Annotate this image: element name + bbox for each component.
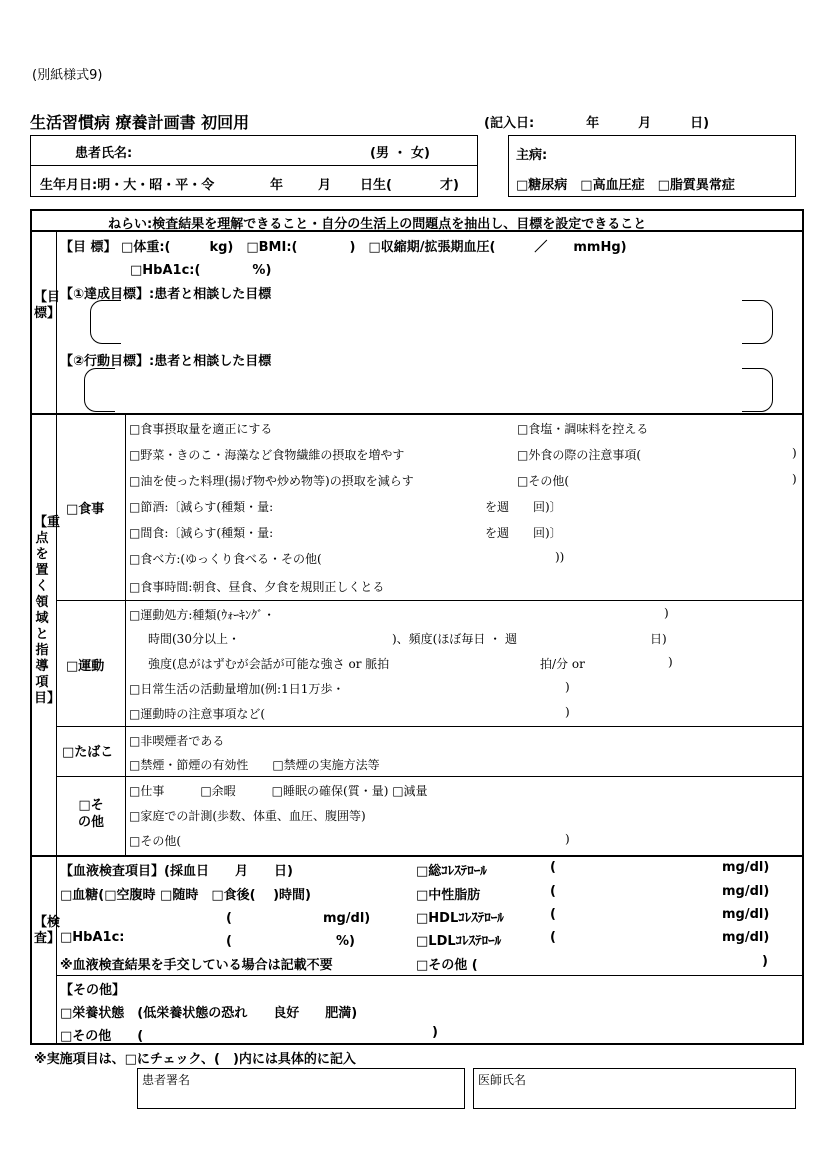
exercise-item[interactable]: 強度(息がはずむが会話が可能な強さ or 脈拍 [148,657,390,671]
tobacco-item[interactable]: □非喫煙者である [129,734,225,748]
other-item[interactable]: □家庭での計測(歩数、体重、血圧、腹囲等) [129,809,366,823]
other-item[interactable]: □その他( [129,834,182,848]
close-paren: ) [792,446,797,460]
patient-signature-label: 患者署名 [142,1073,191,1087]
exam-side-label: 【検査】 [34,915,61,946]
diet-right-item[interactable]: □その他( [517,474,570,488]
birth-era-label[interactable]: 生年月日:明・大・昭・平・令 [40,178,215,193]
aim-text: ねらい:検査結果を理解できること・自分の生活上の問題点を抽出し、目標を設定できること [108,217,647,232]
lipid-paren: ( [550,884,556,899]
close-paren: ) [762,954,768,969]
birth-year: 年 [270,178,284,193]
close-paren: ) [792,472,797,486]
hba1c-value[interactable]: ( %) [226,934,355,949]
goal-2-input[interactable] [114,372,740,408]
close-paren: ) [432,1025,438,1040]
diet-right-item[interactable]: □食塩・調味料を控える [517,422,649,436]
lipid-unit: mg/dl) [722,930,770,945]
diet-item[interactable]: □食べ方:(ゆっくり食べる・その他( [129,552,322,566]
doctor-name-field[interactable] [473,1068,796,1109]
lipid-item[interactable]: □LDLｺﾚｽﾃﾛｰﾙ [416,934,502,949]
lipid-unit: mg/dl) [722,860,770,875]
age-label: 才) [440,178,459,193]
form-number: (別紙様式9) [32,68,103,83]
entry-date[interactable]: (記入日: 年 月 日) [484,116,710,131]
lipid-paren: ( [550,907,556,922]
patient-name-label[interactable]: 患者氏名: [75,146,133,161]
patient-signature-field[interactable] [137,1068,465,1109]
goal-1-input[interactable] [120,304,740,340]
pulse-unit: 拍/分 or [540,657,585,671]
per-week: を週 回)〕 [485,526,562,540]
close-paren: ) [668,655,673,669]
lipid-paren: ( [550,860,556,875]
goals-side-label: 【目標】 [34,290,61,321]
disease-label: 主病: [516,148,548,163]
close-paren: ) [565,705,570,719]
diet-right-item[interactable]: □外食の際の注意事項( [517,448,642,462]
glucose-item[interactable]: □血糖(□空腹時 □随時 □食後( )時間) [60,888,311,903]
birth-day: 日生( [360,178,392,193]
blood-test-header[interactable]: 【血液検査項目】(採血日 月 日) [60,864,293,879]
goal-achievement-label: 【①達成目標】:患者と相談した目標 [60,287,272,302]
tobacco-item[interactable]: □禁煙・節煙の有効性 □禁煙の実施方法等 [129,758,380,772]
diet-item[interactable]: □食事時間:朝食、昼食、夕食を規則正しくとる [129,580,385,594]
exercise-item[interactable]: □日常生活の活動量増加(例:1日1万歩・ [129,682,345,696]
tobacco-checkbox[interactable]: □たばこ [62,745,114,760]
close-paren: )) [555,550,565,564]
exercise-day-close: 日) [650,632,667,646]
diet-item[interactable]: □油を使った料理(揚げ物や炒め物等)の摂取を減らす [129,474,414,488]
exam-other-item[interactable]: □その他 ( [60,1029,144,1044]
per-week: を週 回)〕 [485,500,562,514]
lipid-unit: mg/dl) [722,884,770,899]
page-title: 生活習慣病 療養計画書 初回用 [30,113,250,132]
targets-row-1[interactable]: 【目 標】 □体重:( kg) □BMI:( ) □収縮期/拡張期血圧( ／ mmHg) [60,240,627,255]
blood-test-note: ※血液検査結果を手交している場合は記載不要 [60,958,333,973]
glucose-value[interactable]: ( mg/dl) [226,911,371,926]
other-test-item[interactable]: □その他 ( [416,958,478,973]
exercise-item[interactable]: □運動時の注意事項など( [129,707,266,721]
diet-item[interactable]: □野菜・きのこ・海藻など食物繊維の摂取を増やす [129,448,405,462]
other-header: 【その他】 [60,983,126,998]
targets-row-2[interactable]: □HbA1c:( %) [130,263,272,278]
diet-item[interactable]: □節酒:〔減らす(種類・量: [129,500,274,514]
diet-checkbox[interactable]: □食事 [66,502,105,517]
lipid-paren: ( [550,930,556,945]
lipid-item[interactable]: □中性脂肪 [416,888,481,903]
nutrition-item[interactable]: □栄養状態 (低栄養状態の恐れ 良好 肥満) [60,1006,358,1021]
gender-select[interactable]: (男 ・ 女) [370,146,430,161]
footer-note: ※実施項目は、□にチェック、( )内には具体的に記入 [34,1052,356,1067]
diet-item[interactable]: □間食:〔減らす(種類・量: [129,526,274,540]
exercise-item[interactable]: 時間(30分以上・ [148,632,240,646]
exercise-frequency[interactable]: )、頻度(ほぼ毎日 ・ 週 [392,632,517,646]
goal-action-label: 【②行動目標】:患者と相談した目標 [60,354,272,369]
exercise-item[interactable]: □運動処方:種類(ｳｫｰｷﾝｸﾞ・ [129,608,276,622]
lipid-item[interactable]: □総ｺﾚｽﾃﾛｰﾙ [416,864,487,879]
goal-2-bracket-right [742,368,773,412]
diet-item[interactable]: □食事摂取量を適正にする [129,422,273,436]
goal-2-bracket-left [84,368,115,412]
exercise-checkbox[interactable]: □運動 [66,659,105,674]
close-paren: ) [565,832,570,846]
hba1c-item[interactable]: □HbA1c: [60,930,125,945]
other-item[interactable]: □仕事 □余暇 □睡眠の確保(質・量) □減量 [129,784,428,798]
lipid-item[interactable]: □HDLｺﾚｽﾃﾛｰﾙ [416,911,504,926]
goal-1-bracket-right [742,300,773,344]
goal-1-bracket-left [90,300,121,344]
birth-month: 月 [318,178,332,193]
close-paren: ) [565,680,570,694]
lipid-unit: mg/dl) [722,907,770,922]
focus-side-label: 【重点を置く領域と指導項目】 [34,515,61,706]
doctor-name-label: 医師氏名 [478,1073,527,1087]
close-paren: ) [664,606,669,620]
other-checkbox[interactable]: □その他 [77,798,104,830]
disease-options[interactable]: □糖尿病 □高血圧症 □脂質異常症 [516,178,735,193]
